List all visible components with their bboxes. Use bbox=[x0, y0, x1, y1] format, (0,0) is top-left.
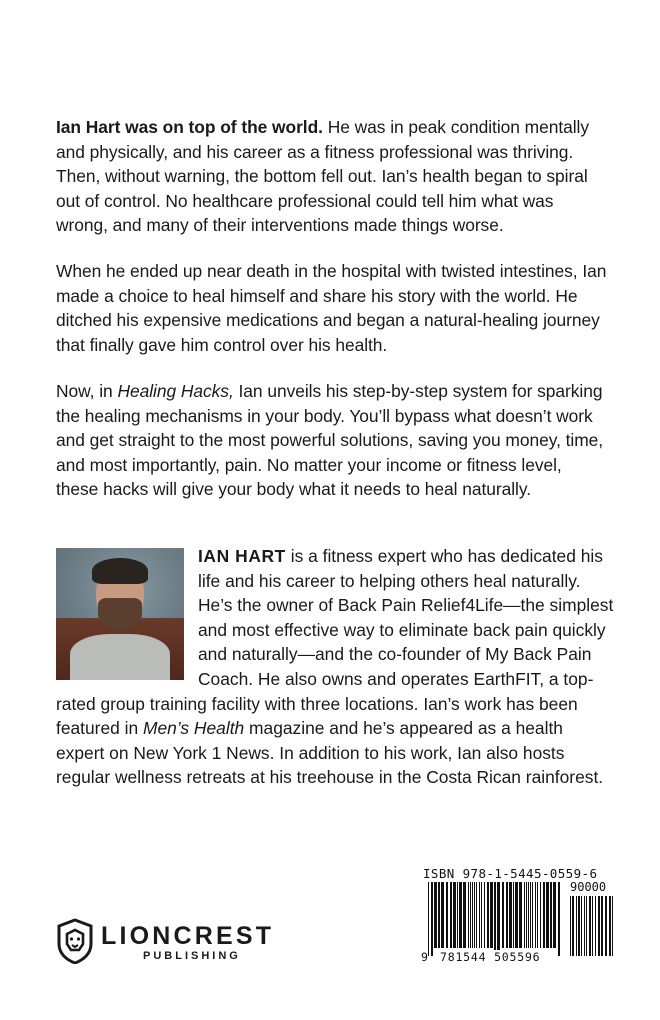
lion-head-icon bbox=[55, 918, 95, 964]
blurb-p3-intro: Now, in bbox=[56, 381, 118, 401]
blurb-lead: Ian Hart was on top of the world. bbox=[56, 117, 323, 137]
barcode-digits: 781544 505596 bbox=[440, 950, 541, 964]
isbn-number: ISBN 978-1-5445-0559-6 bbox=[423, 866, 598, 881]
publisher-name: LIONCREST bbox=[101, 922, 275, 950]
blurb-paragraph-1 bbox=[56, 115, 608, 238]
author-bio bbox=[56, 544, 616, 790]
book-title: Healing Hacks, bbox=[117, 381, 234, 401]
price-code: 90000 bbox=[570, 880, 607, 894]
isbn-barcode bbox=[420, 864, 616, 964]
blurb-p3-text: Ian unveils his step-by-step system for sparking the healing mechanisms in your body. You’ll bypass what doesn’t work and get straight to the most powerful solutions, saving you money, time, and most importantly, pain. No matter your income or fitness level, these hacks will give your body what it needs to heal naturally. bbox=[56, 381, 604, 500]
publisher-subtitle: PUBLISHING bbox=[143, 950, 241, 962]
magazine-title: Men’s Health bbox=[143, 718, 245, 739]
author-name: IAN HART bbox=[198, 546, 286, 566]
bio-text-a: is a fitness expert who has dedicated his life and his career to helping others heal naturally. He’s the owner of Back Pain Relief4Life—the simplest and most effective way to eliminate back pain quickly and naturally—and the co-founder of My Back Pain Coach. He also owns and operates EarthFIT, a top-rated group training facility with three locations. Ian’s work has been featured in bbox=[56, 546, 614, 739]
publisher-logo bbox=[55, 916, 295, 966]
blurb-p1-text: He was in peak condition mentally and physically, and his career as a fitness professional was thriving. Then, without warning, the bottom fell out. Ian’s health began to spiral out of control. No healthcare professional could tell him what was wrong, and many of their interventions made things worse. bbox=[56, 117, 590, 236]
author-photo bbox=[56, 548, 184, 680]
bio-text-b: magazine and he’s appeared as a health expert on New York 1 News. In addition to his work, Ian also hosts regular wellness retreats at his treehouse in the Costa Rican rainforest. bbox=[56, 718, 604, 788]
barcode-first-digit: 9 bbox=[421, 950, 428, 964]
blurb-paragraph-3 bbox=[56, 379, 608, 502]
blurb-paragraph-2: When he ended up near death in the hospital with twisted intestines, Ian made a choice to heal himself and share his story with the world. He ditched his expensive medications and began a natural-healing journey that finally gave him control over his health. bbox=[56, 261, 607, 355]
